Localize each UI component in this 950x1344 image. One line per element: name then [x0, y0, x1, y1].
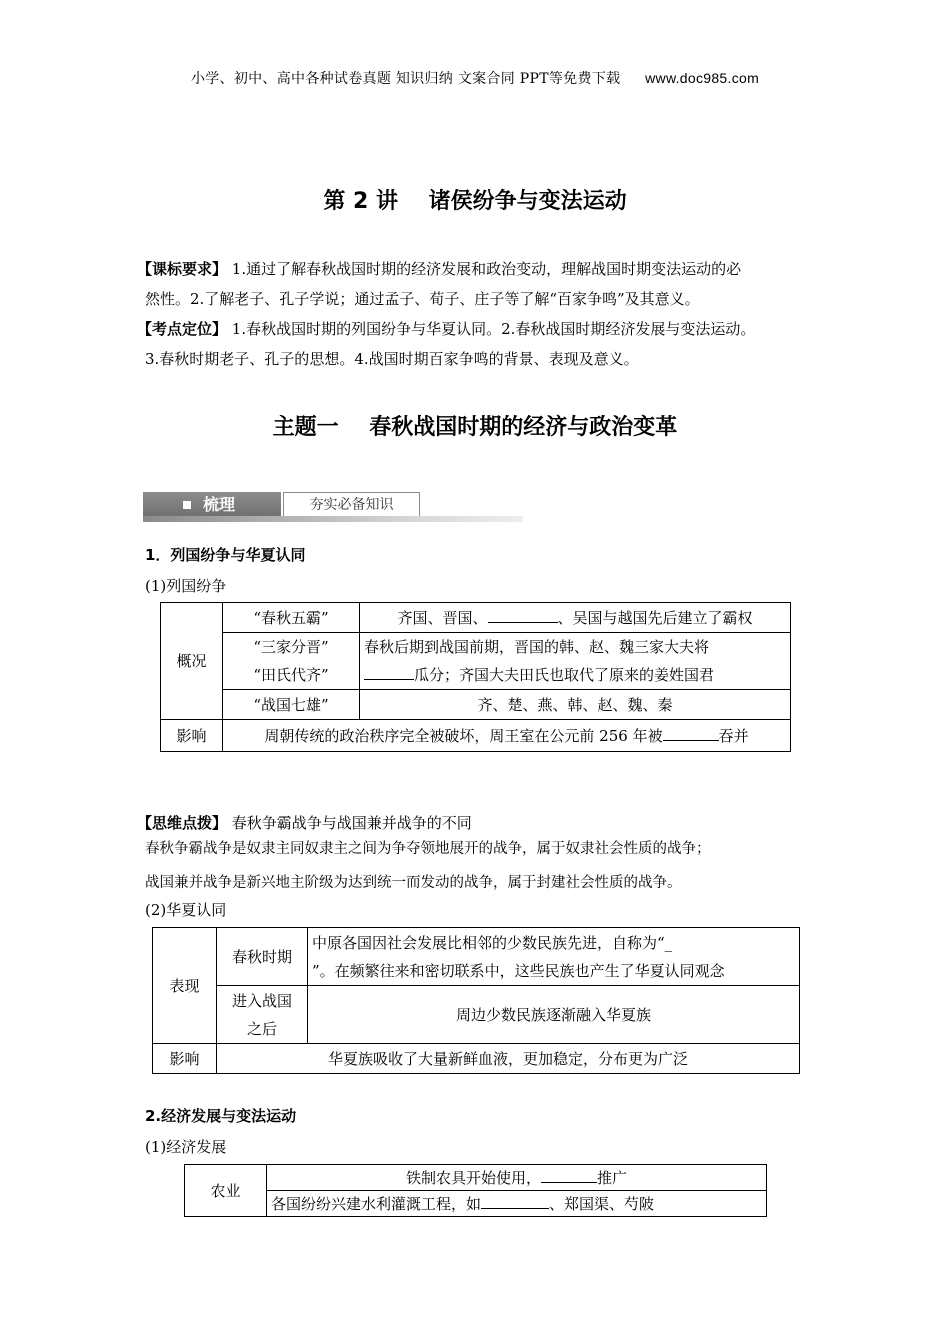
table-states-conflict [160, 602, 791, 752]
table-term: “战国七雄” [223, 690, 360, 720]
square-icon [183, 501, 191, 509]
requirement-line: 【考点定位】 1.春秋战国时期的列国纷争与华夏认同。2.春秋战国时期经济发展与变法运动。 [137, 320, 756, 338]
table-group-label: 表现 [153, 928, 217, 1044]
table-cell: 华夏族吸收了大量新鲜血液，更加稳定，分布更为广泛 [217, 1044, 800, 1074]
table-cell: 齐国、晋国、 、吴国与越国先后建立了霸权 [360, 603, 791, 633]
thinking-tip-body [145, 832, 835, 900]
requirements-block [137, 254, 835, 374]
topic-title: 主题一 春秋战国时期的经济与政治变革 [272, 415, 678, 440]
section2-sub1: (1)经济发展 [145, 1138, 227, 1156]
fill-blank[interactable] [663, 724, 719, 741]
banner-subtitle: 夯实必备知识 [283, 492, 420, 518]
table-cell: 周边少数民族逐渐融入华夏族 [308, 986, 800, 1044]
tip-line: 春秋争霸战争是奴隶主同奴隶主之间为争夺领地展开的战争，属于奴隶社会性质的战争； [145, 841, 711, 857]
table-term: 春秋时期 [217, 928, 308, 986]
fill-blank[interactable] [541, 1166, 597, 1183]
banner-divider [143, 516, 523, 522]
banner-label: 梳理 [203, 495, 236, 514]
section2-heading: 2.经济发展与变法运动 [145, 1107, 297, 1125]
table-term: 进入战国 之后 [217, 986, 308, 1044]
thinking-tip-title: 【思维点拨】 春秋争霸战争与战国兼并战争的不同 [137, 814, 472, 832]
table-impact-label: 影响 [153, 1044, 217, 1074]
fill-blank[interactable] [364, 663, 414, 680]
table-group-label: 概况 [161, 603, 223, 720]
table-term: “春秋五霸” [223, 603, 360, 633]
requirement-line: 3.春秋时期老子、孔子的思想。4.战国时期百家争鸣的背景、表现及意义。 [145, 350, 639, 368]
table-term: “三家分晋” “田氏代齐” [223, 633, 360, 690]
header-site-link[interactable]: www.doc985.com [645, 70, 760, 86]
fill-blank[interactable] [488, 606, 558, 623]
table-cell: 春秋后期到战国前期，晋国的韩、赵、魏三家大夫将 瓜分；齐国大夫田氏也取代了原来的姜姓国君 [360, 633, 791, 690]
table-huaxia-identity [152, 927, 800, 1074]
section1-heading: 1．列国纷争与华夏认同 [145, 546, 306, 564]
table-impact-label: 影响 [161, 720, 223, 752]
lesson-title: 第 2 讲 诸侯纷争与变法运动 [323, 189, 627, 214]
table-cell: 中原各国因社会发展比相邻的少数民族先进，自称为“_ ”。在频繁往来和密切联系中，这些民族也产生了华夏认同观念 [308, 928, 800, 986]
header-text: 小学、初中、高中各种试卷真题 知识归纳 文案合同 PPT等免费下载 [190, 71, 621, 87]
table-cell: 周朝传统的政治秩序完全被破坏，周王室在公元前 256 年被 吞并 [223, 720, 791, 752]
table-cell: 齐、楚、燕、韩、赵、魏、秦 [360, 690, 791, 720]
requirement-line: 【课标要求】 1.通过了解春秋战国时期的经济发展和政治变动，理解战国时期变法运动的必 [137, 260, 742, 278]
table-cell: 各国纷纷兴建水利灌溉工程，如 、郑国渠、芍陂 [267, 1191, 767, 1217]
section1-sub2: (2)华夏认同 [145, 901, 227, 919]
fill-blank[interactable] [481, 1192, 549, 1209]
table-economy [184, 1164, 767, 1217]
exam-point-tag: 【考点定位】 [137, 320, 228, 338]
table-group-label: 农业 [185, 1165, 267, 1217]
table-cell: 铁制农具开始使用， 推广 [267, 1165, 767, 1191]
section1-sub1: (1)列国纷争 [145, 577, 227, 595]
section-banner [143, 492, 523, 522]
page-header [0, 68, 950, 88]
requirement-line: 然性。2.了解老子、孔子学说；通过孟子、荀子、庄子等了解“百家争鸣”及其意义。 [145, 290, 700, 308]
curriculum-tag: 【课标要求】 [137, 260, 228, 278]
tip-line: 战国兼并战争是新兴地主阶级为达到统一而发动的战争，属于封建社会性质的战争。 [145, 875, 682, 891]
thinking-tag: 【思维点拨】 [137, 814, 228, 832]
banner-bar [143, 492, 281, 518]
